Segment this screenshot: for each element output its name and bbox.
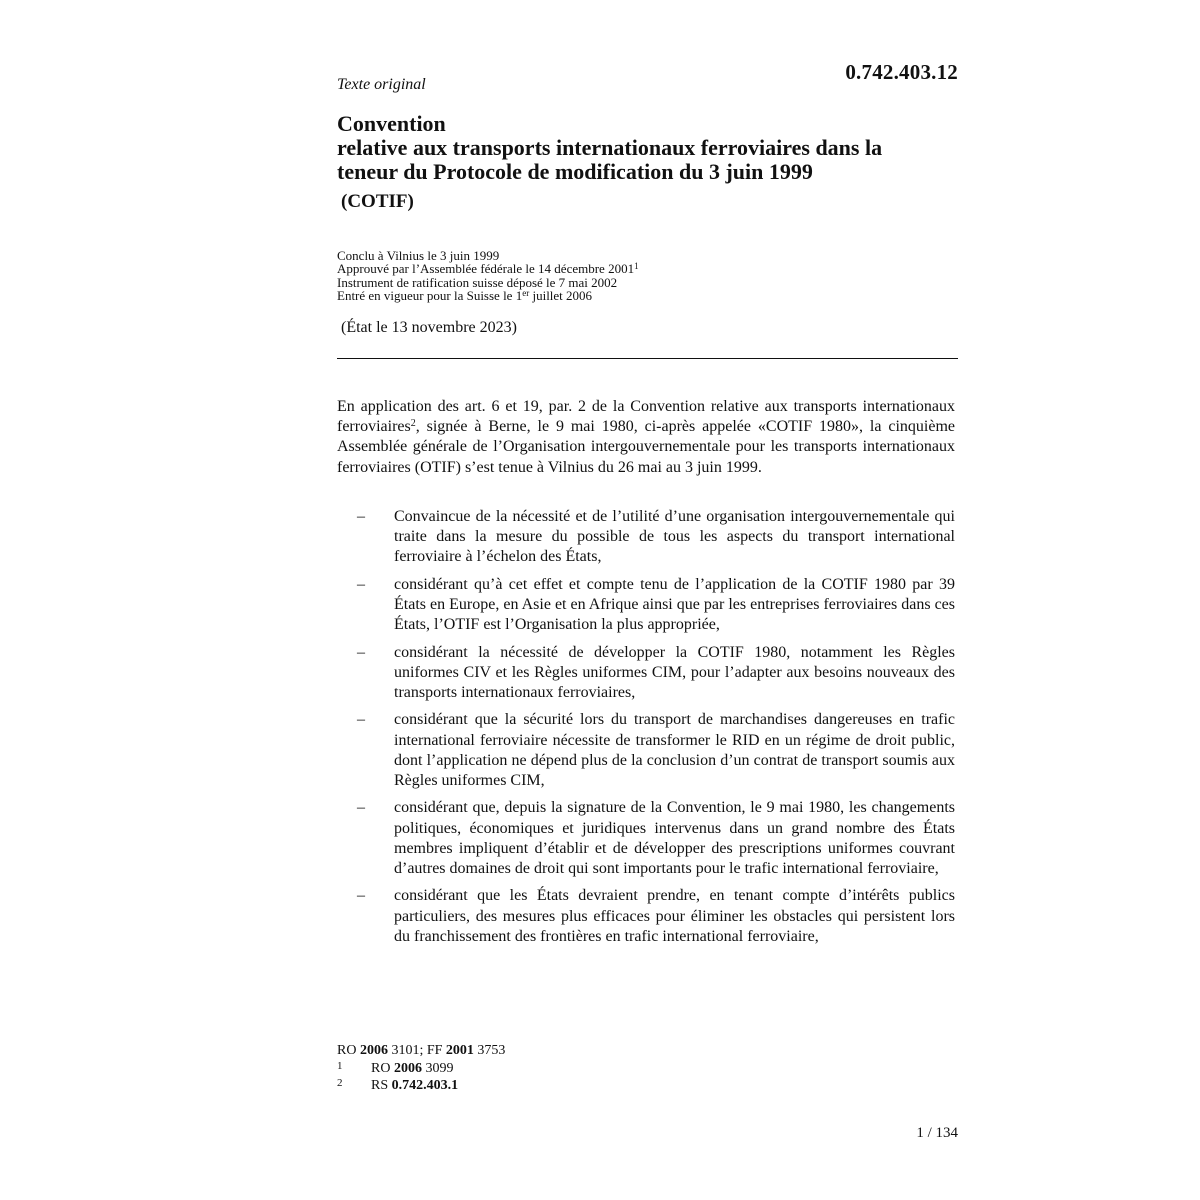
- recital-text: Convaincue de la nécessité et de l’utilité d’une organisation intergouvernementale qui traite dans la mesure du possible de tous les aspects du transport international ferroviaire à l’échelon des États,: [394, 508, 955, 566]
- entry-into-force-line: [337, 289, 639, 302]
- horizontal-rule: [337, 358, 958, 359]
- footnote-number: 1: [337, 1059, 343, 1072]
- ref-number[interactable]: 0.742.403.1: [391, 1078, 459, 1093]
- entry-text-end: juillet 2006: [529, 288, 593, 304]
- preamble-paragraph: [337, 397, 955, 478]
- ref-year: 2001: [445, 1043, 474, 1058]
- footnote-ref[interactable]: 2: [410, 418, 416, 430]
- list-item: [337, 710, 955, 791]
- footnote-1: [337, 1059, 505, 1077]
- list-item: [337, 798, 955, 879]
- dash-bullet: –: [357, 887, 365, 905]
- recital-text: considérant que la sécurité lors du transport de marchandises dangereuses en trafic international ferroviaire nécessite de transformer le RID en un régime de droit public, dont l’application ne dépend plus de la conclusion d’un contrat de transport soumis aux Règles uniformes CIM,: [394, 711, 955, 789]
- preamble-text: , signée à Berne, le 9 mai 1980, ci-après appelée «COTIF 1980», la cinquième Assemblée générale de l’Organisation intergouvernementale pour les transports internationaux ferroviaires (OTIF) s’est tenue à Vilnius du 26 mai au 3 juin 1999.: [337, 418, 955, 476]
- ref-text: RO: [371, 1060, 394, 1076]
- title-abbreviation: (COTIF): [341, 191, 414, 212]
- footnote-number: 2: [337, 1077, 343, 1089]
- recital-text: considérant que les États devraient prendre, en tenant compte d’intérêts publics particuliers, des mesures plus efficaces pour éliminer les obstacles qui persistent lors du franchissement des frontières en trafic international ferroviaire,: [394, 887, 955, 945]
- dash-bullet: –: [357, 643, 365, 661]
- dash-bullet: –: [357, 508, 365, 525]
- recitals-list: [337, 507, 955, 954]
- entry-text: Entré en vigueur pour la Suisse le 1: [337, 288, 523, 304]
- ref-year: 2006: [393, 1060, 422, 1076]
- title-line: Convention: [337, 111, 446, 136]
- recital-text: considérant qu’à cet effet et compte tenu de l’application de la COTIF 1980 par 39 États en Europe, en Asie et en Afrique ainsi que par les entreprises ferroviaires dans ces États, l’OTIF est l’Organisation la plus appropriée,: [394, 575, 955, 634]
- source-reference: [337, 1043, 505, 1059]
- page-number: 1 / 134: [916, 1125, 958, 1141]
- list-item: [337, 643, 955, 704]
- instrument-line: Instrument de ratification suisse déposé le 7 mai 2002: [337, 274, 618, 290]
- concluded-line: Conclu à Vilnius le 3 juin 1999: [337, 248, 500, 263]
- list-item: [337, 886, 955, 947]
- title-line: teneur du Protocole de modification du 3 juin 1999: [337, 159, 813, 184]
- ref-text: RO: [337, 1043, 360, 1058]
- recital-text: considérant la nécessité de développer la COTIF 1980, notamment les Règles uniformes CIV et les Règles uniformes CIM, pour l’adapter aux besoins nouveaux des transports internationaux ferroviaires,: [394, 643, 955, 701]
- original-text-label: Texte original: [337, 76, 426, 93]
- sr-number: 0.742.403.12: [845, 60, 958, 84]
- footnote-2: [337, 1076, 505, 1094]
- dash-bullet: –: [357, 575, 365, 593]
- list-item: [337, 507, 955, 568]
- ref-year: 2006: [359, 1043, 388, 1058]
- dash-bullet: –: [357, 799, 365, 817]
- state-date: (État le 13 novembre 2023): [341, 319, 517, 336]
- title-line: relative aux transports internationaux ferroviaires dans la: [337, 135, 883, 160]
- ref-text: RS: [371, 1078, 392, 1093]
- ref-text: 3101; FF: [387, 1043, 446, 1058]
- recital-text: considérant que, depuis la signature de la Convention, le 9 mai 1980, les changements politiques, économiques et juridiques intervenus dans un grand nombre des États membres impliquent d’établir et de développer des prescriptions uniformes couvrant d’autres domaines de droit qui sont importants pour le trafic international ferroviaire,: [394, 799, 955, 877]
- ref-text: 3753: [473, 1043, 506, 1058]
- approved-text: Approuvé par l’Assemblée fédérale le 14 décembre 2001: [337, 261, 635, 277]
- list-item: [337, 575, 955, 636]
- ref-text: 3099: [421, 1060, 454, 1076]
- ordinal-suffix: er: [522, 288, 530, 299]
- footnotes: [337, 1043, 505, 1094]
- document-metadata: [337, 249, 639, 303]
- preamble-text: En application des art. 6 et 19, par. 2 de la Convention relative aux transports internationaux ferroviaires: [337, 398, 955, 436]
- footnote-ref[interactable]: 1: [634, 261, 639, 272]
- document-title: [337, 112, 958, 214]
- approved-line: [337, 262, 639, 275]
- dash-bullet: –: [357, 711, 365, 729]
